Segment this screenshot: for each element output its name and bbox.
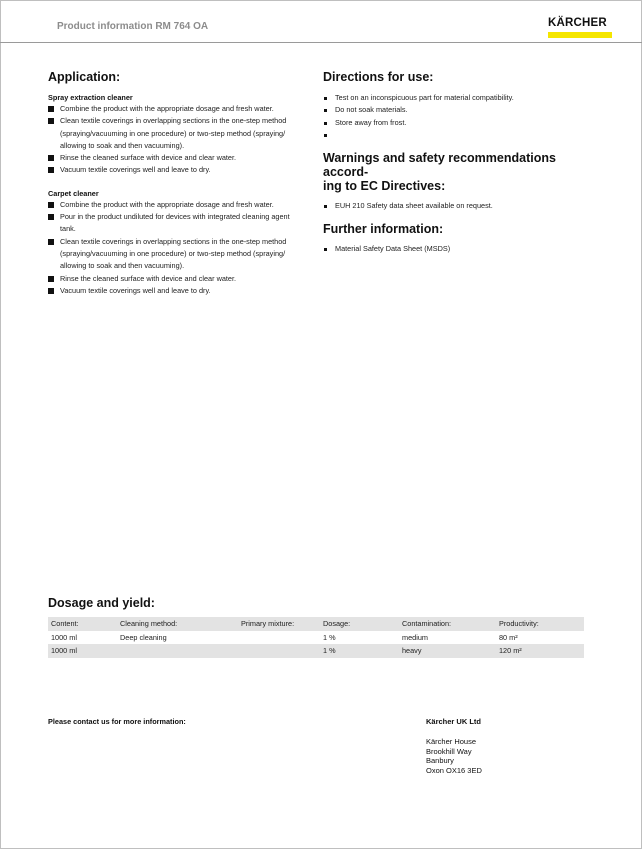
directions-heading: Directions for use: <box>323 70 434 84</box>
further-info-heading: Further information: <box>323 222 444 237</box>
list-item: EUH 210 Safety data sheet available on request. <box>323 200 598 212</box>
table-cell: 1 % <box>323 632 336 642</box>
list-item: Combine the product with the appropriate dosage and fresh water. <box>48 103 308 115</box>
logo-yellow-bar <box>548 32 612 38</box>
address-line: Oxon OX16 3ED <box>426 765 482 775</box>
small-bullet-icon <box>324 109 327 112</box>
dosage-table <box>48 617 584 658</box>
table-cell: 80 m² <box>499 632 518 642</box>
list-item-continuation: (spraying/vacuuming in one procedure) or two-step method (spraying/ <box>60 248 286 258</box>
list-item: Rinse the cleaned surface with device and clear water. <box>48 273 308 285</box>
square-bullet-icon <box>48 202 54 208</box>
warnings-heading-line1: Warnings and safety recommendations accord- <box>323 151 556 180</box>
list-item-continuation: allowing to soak and then vacuuming). <box>60 140 185 150</box>
right-column <box>323 70 598 256</box>
column-header: Productivity: <box>496 617 584 631</box>
warnings-heading-line2: ing to EC Directives: <box>323 179 446 194</box>
list-item-continuation: (spraying/vacuuming in one procedure) or two-step method (spraying/ <box>60 128 286 138</box>
square-bullet-icon <box>48 214 54 220</box>
square-bullet-icon <box>48 288 54 294</box>
contact-label: Please contact us for more information: <box>48 717 186 726</box>
logo-text: KÄRCHER <box>548 17 607 29</box>
column-header: Primary mixture: <box>238 617 320 631</box>
document-title: Product information RM 764 OA <box>57 21 209 32</box>
square-bullet-icon <box>48 106 54 112</box>
address-line: Kärcher House <box>426 737 477 746</box>
list-item: Do not soak materials. <box>323 104 598 116</box>
karcher-logo <box>548 17 612 38</box>
list-item: Pour in the product undiluted for devices with integrated cleaning agent <box>48 211 308 223</box>
table-header-row <box>48 617 584 631</box>
company-address-block <box>426 717 482 775</box>
spray-extraction-title: Spray extraction cleaner <box>48 93 133 102</box>
table-cell <box>238 644 320 658</box>
small-bullet-icon <box>324 134 327 137</box>
list-item-continuation: allowing to soak and then vacuuming). <box>60 261 185 271</box>
list-item: Material Safety Data Sheet (MSDS) <box>323 243 598 255</box>
table-cell: 1 % <box>320 644 399 658</box>
small-bullet-icon <box>324 248 327 251</box>
list-item: Clean textile coverings in overlapping sections in the one-step method <box>48 236 308 248</box>
square-bullet-icon <box>48 155 54 161</box>
small-bullet-icon <box>324 205 327 208</box>
warnings-section <box>323 151 598 212</box>
list-item: Vacuum textile coverings well and leave to dry. <box>48 285 308 297</box>
address-line: Banbury <box>426 756 454 765</box>
column-header: Contamination: <box>399 617 496 631</box>
directions-list <box>323 92 598 141</box>
list-item: Clean textile coverings in overlapping sections in the one-step method <box>48 115 308 127</box>
list-item: Vacuum textile coverings well and leave to dry. <box>48 164 308 176</box>
company-name: Kärcher UK Ltd <box>426 717 482 726</box>
table-cell <box>238 631 320 645</box>
list-item: Rinse the cleaned surface with device and clear water. <box>48 152 308 164</box>
square-bullet-icon <box>48 239 54 245</box>
list-item-continuation: tank. <box>60 224 76 234</box>
dosage-heading: Dosage and yield: <box>48 596 155 610</box>
square-bullet-icon <box>48 167 54 173</box>
list-item: Test on an inconspicuous part for material compatibility. <box>323 92 598 104</box>
table-cell: 1000 ml <box>51 632 77 642</box>
list-item <box>323 129 598 141</box>
address-line: Brookhill Way <box>426 746 472 756</box>
carpet-cleaner-block <box>48 189 308 297</box>
list-item: Combine the product with the appropriate dosage and fresh water. <box>48 199 308 211</box>
page-header <box>0 0 642 43</box>
column-header: Content: <box>48 617 117 631</box>
table-cell: Deep cleaning <box>120 632 167 642</box>
square-bullet-icon <box>48 276 54 282</box>
table-row <box>48 631 584 645</box>
application-section <box>48 70 308 297</box>
list-item: Store away from frost. <box>323 117 598 129</box>
spray-extraction-block <box>48 93 308 177</box>
table-cell: heavy <box>399 644 496 658</box>
column-header: Cleaning method: <box>117 617 238 631</box>
application-heading: Application: <box>48 70 121 84</box>
table-cell: 120 m² <box>496 644 584 658</box>
carpet-cleaner-title: Carpet cleaner <box>48 188 99 198</box>
table-row <box>48 644 584 658</box>
column-header: Dosage: <box>320 617 399 631</box>
dosage-section <box>48 596 584 658</box>
small-bullet-icon <box>324 122 327 125</box>
table-cell: 1000 ml <box>48 644 117 658</box>
further-info-section <box>323 222 598 255</box>
table-cell <box>117 644 238 658</box>
small-bullet-icon <box>324 97 327 100</box>
table-cell: medium <box>402 632 428 642</box>
square-bullet-icon <box>48 118 54 124</box>
